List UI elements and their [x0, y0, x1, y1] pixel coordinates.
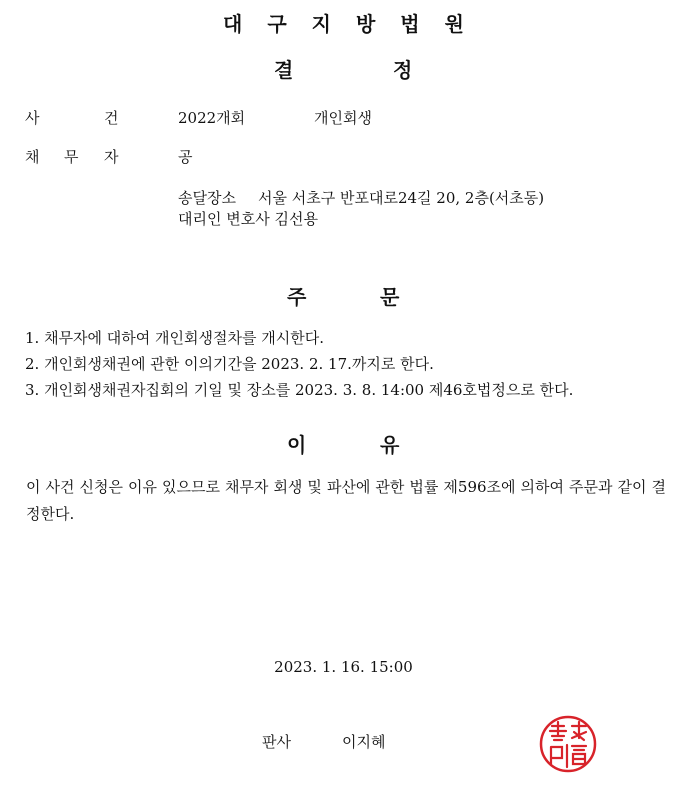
address-label: 송달장소	[178, 189, 236, 207]
case-number: 2022개회	[178, 109, 246, 127]
debtor-label-1: 채	[25, 148, 40, 166]
order-item-2: 2. 개인회생채권에 관한 이의기간을 2023. 2. 17.까지로 한다.	[25, 355, 434, 373]
reason-heading-second: 유	[380, 433, 400, 457]
case-label-2: 건	[104, 109, 119, 127]
debtor-label-2: 무	[64, 148, 79, 166]
order-item-3: 3. 개인회생채권자집회의 기일 및 장소를 2023. 3. 8. 14:00 제46호법정으로 한다.	[25, 381, 574, 399]
doc-type-first: 결	[274, 58, 294, 82]
address: 서울 서초구 반포대로24길 20, 2층(서초동)	[258, 189, 545, 207]
debtor-name: 공	[178, 148, 193, 166]
debtor-label-3: 자	[104, 148, 119, 166]
decision-date: 2023. 1. 16. 15:00	[274, 658, 413, 676]
doc-type-second: 정	[393, 58, 413, 82]
judge-seal-icon	[538, 714, 598, 774]
order-heading-second: 문	[380, 285, 400, 309]
judge-title: 판사	[262, 733, 291, 751]
case-label-1: 사	[25, 109, 40, 127]
court-name: 대구지방법원	[223, 12, 489, 36]
reason-heading-first: 이	[287, 433, 307, 457]
judge-name: 이지혜	[342, 733, 386, 751]
agent: 대리인 변호사 김선용	[178, 210, 318, 228]
order-heading-first: 주	[287, 285, 307, 309]
reason-text: 이 사건 신청은 이유 있으므로 채무자 회생 및 파산에 관한 법률 제596조에 의하여 주문과 같이 결정한다.	[26, 478, 666, 523]
case-type: 개인회생	[314, 109, 372, 127]
order-item-1: 1. 채무자에 대하여 개인회생절차를 개시한다.	[25, 329, 324, 347]
